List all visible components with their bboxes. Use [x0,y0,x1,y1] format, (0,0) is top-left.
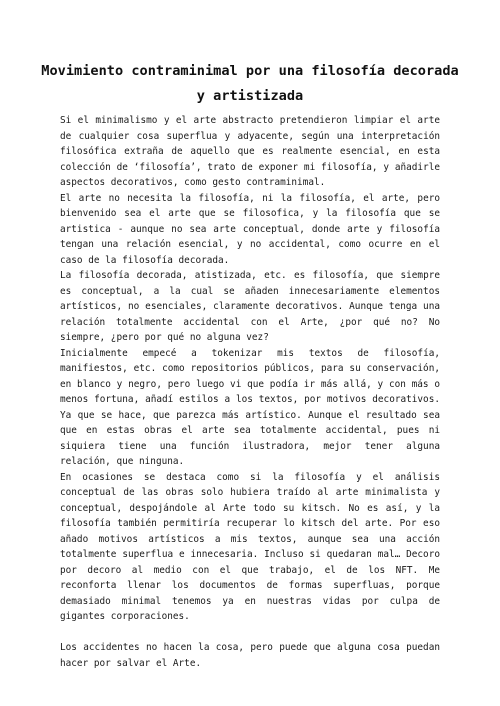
paragraph-1: Si el minimalismo y el arte abstracto pretendieron limpiar el arte de cualquier cosa superflua y adyacente, según una interpretación filosófica extraña de aquello que es realmente esencial, en esta colección de ‘filosofía’, trato de exponer mi filosofía, y añadirle aspectos decorativos, como gesto contraminimal. [60,115,440,188]
document-title: Movimiento contraminimal por una filosofía decorada y artistizada [41,63,459,104]
paragraph-3: La filosofía decorada, atistizada, etc. es filosofía, que siempre es conceptual, a la cual se añaden innecesariamente elementos artísticos, no esenciales, claramente decorativos. Aunque tenga una relación totalmente accidental con el Arte, ¿por qué no? No siempre, ¿pero por qué no alguna vez? [60,270,440,343]
paragraph-5: En ocasiones se destaca como si la filosofía y el análisis conceptual de las obras solo hubiera traído al arte minimalista y conceptual, despojándole al Arte todo su kitsch. No es así, y la filosofía también permitiría recuperar lo kitsch del arte. Por eso añado motivos artísticos a mis textos, aunque sea una acción totalmente superflua e innecesaria. Incluso si quedaran mal… Decoro por decoro al medio con el que trabajo, el de los NFT. Me reconforta llenar los documentos de formas superfluas, porque demasiado minimal tenemos ya en nuestras vidas por culpa de gigantes corporaciones. [60,471,440,622]
paragraph-2: El arte no necesita la filosofía, ni la filosofía, el arte, pero bienvenido sea el arte que se filosofica, y la filosofía que se artistica - aunque no sea arte conceptual, donde arte y filosofía tengan una relación esencial, y no accidental, como ocurre en el caso de la filosofía decorada. [60,192,440,266]
document-body [60,113,440,671]
paragraph-4: Inicialmente empecé a tokenizar mis textos de filosofía, manifiestos, etc. como repositorios públicos, para su conservación, en blanco y negro, pero luego vi que podía ir más allá, y con más o menos fortuna, añadí estilos a los textos, por motivos decorativos. Ya que se hace, que parezca más artístico. Aunque el resultado sea que en estas obras el arte sea totalmente accidental, pues ni siquiera tiene una función ilustradora, mejor tener alguna relación, que ninguna. [60,347,440,467]
paragraph-6: Los accidentes no hacen la cosa, pero puede que alguna cosa puedan hacer por salvar el Arte. [60,642,440,669]
